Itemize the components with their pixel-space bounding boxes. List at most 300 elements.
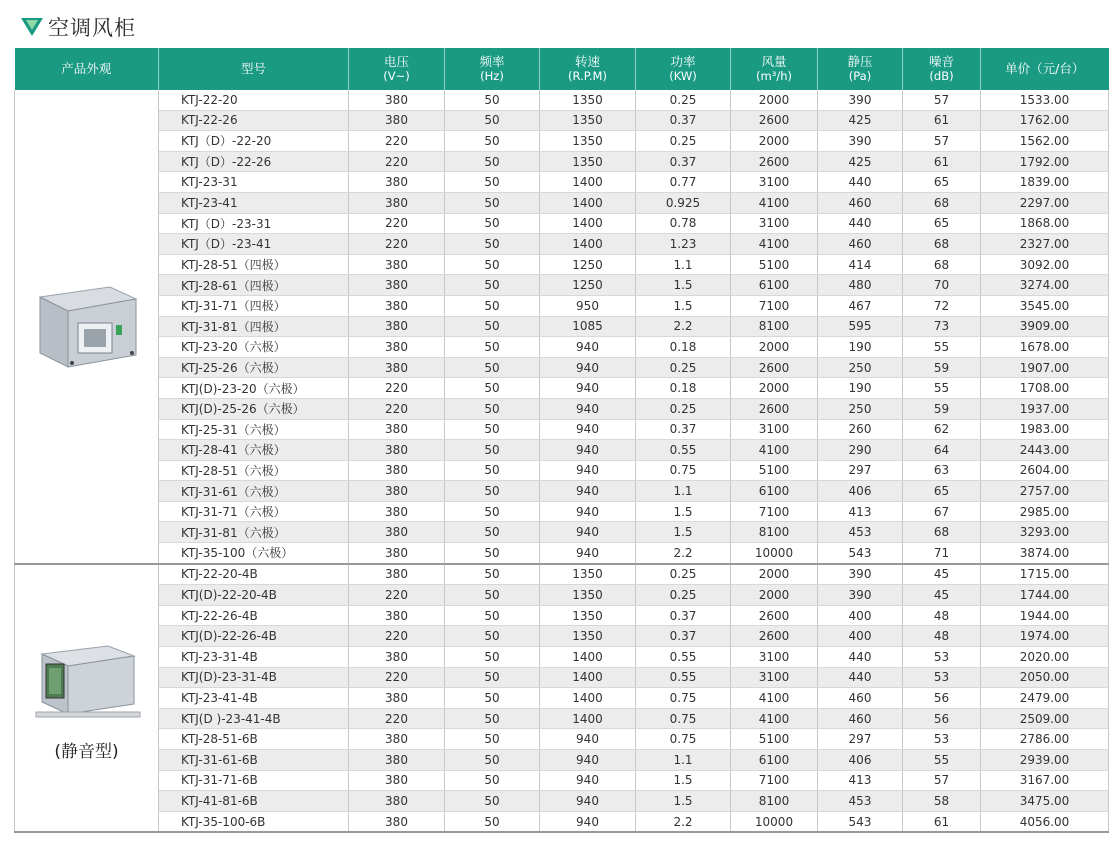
cell-unit-price: 1839.00 (981, 172, 1109, 193)
cell-unit-price: 2786.00 (981, 729, 1109, 750)
cell-unit-price: 1974.00 (981, 626, 1109, 647)
cell-model: KTJ-23-31-4B (159, 647, 349, 668)
cell-airflow: 7100 (731, 770, 818, 791)
cell-noise: 48 (903, 605, 981, 626)
cell-model: KTJ-28-51（四极） (159, 254, 349, 275)
cell-voltage: 220 (349, 585, 445, 606)
cell-frequency: 50 (445, 647, 540, 668)
cell-airflow: 2000 (731, 378, 818, 399)
cell-speed: 950 (540, 295, 636, 316)
cell-voltage: 380 (349, 90, 445, 110)
cell-unit-price: 3293.00 (981, 522, 1109, 543)
cell-power: 0.25 (636, 398, 731, 419)
cell-static-pressure: 460 (818, 708, 903, 729)
cell-noise: 56 (903, 688, 981, 709)
cell-speed: 940 (540, 440, 636, 461)
cell-frequency: 50 (445, 501, 540, 522)
cell-speed: 940 (540, 522, 636, 543)
cell-unit-price: 1792.00 (981, 151, 1109, 172)
cell-frequency: 50 (445, 811, 540, 832)
cell-noise: 72 (903, 295, 981, 316)
cell-power: 0.37 (636, 605, 731, 626)
cell-frequency: 50 (445, 172, 540, 193)
cell-power: 0.55 (636, 647, 731, 668)
cell-noise: 59 (903, 398, 981, 419)
cell-voltage: 380 (349, 501, 445, 522)
table-row (15, 316, 1109, 337)
cell-voltage: 220 (349, 398, 445, 419)
table-row (15, 647, 1109, 668)
cell-power: 1.1 (636, 481, 731, 502)
cell-power: 1.23 (636, 234, 731, 255)
cell-airflow: 6100 (731, 750, 818, 771)
cell-airflow: 2000 (731, 131, 818, 152)
table-row (15, 337, 1109, 358)
header-speed: 转速 (R.P.M) (540, 48, 636, 90)
cell-unit-price: 2604.00 (981, 460, 1109, 481)
product-image-cell (15, 564, 159, 833)
cell-airflow: 8100 (731, 316, 818, 337)
cell-noise: 68 (903, 192, 981, 213)
cell-voltage: 380 (349, 337, 445, 358)
cell-frequency: 50 (445, 110, 540, 131)
header-voltage: 电压 (V~) (349, 48, 445, 90)
cell-airflow: 2600 (731, 151, 818, 172)
cell-model: KTJ-28-61（四极） (159, 275, 349, 296)
cell-static-pressure: 453 (818, 791, 903, 812)
cell-unit-price: 2985.00 (981, 501, 1109, 522)
cell-frequency: 50 (445, 460, 540, 481)
cell-voltage: 380 (349, 481, 445, 502)
cell-unit-price: 1907.00 (981, 357, 1109, 378)
cell-static-pressure: 297 (818, 729, 903, 750)
cell-frequency: 50 (445, 213, 540, 234)
cell-power: 0.37 (636, 110, 731, 131)
table-row (15, 172, 1109, 193)
cell-power: 0.55 (636, 667, 731, 688)
table-row (15, 151, 1109, 172)
cell-airflow: 10000 (731, 543, 818, 564)
cell-voltage: 380 (349, 522, 445, 543)
cell-airflow: 2000 (731, 564, 818, 585)
cell-power: 0.25 (636, 90, 731, 110)
cell-voltage: 380 (349, 419, 445, 440)
cell-voltage: 380 (349, 275, 445, 296)
cell-frequency: 50 (445, 357, 540, 378)
cell-speed: 1400 (540, 667, 636, 688)
cell-speed: 1350 (540, 585, 636, 606)
cell-speed: 940 (540, 770, 636, 791)
cell-speed: 940 (540, 501, 636, 522)
cell-power: 1.5 (636, 295, 731, 316)
cell-power: 0.37 (636, 151, 731, 172)
cell-frequency: 50 (445, 234, 540, 255)
cell-speed: 940 (540, 460, 636, 481)
cell-airflow: 4100 (731, 234, 818, 255)
cell-airflow: 4100 (731, 708, 818, 729)
cell-airflow: 6100 (731, 481, 818, 502)
cell-power: 0.925 (636, 192, 731, 213)
cell-model: KTJ-28-51（六极） (159, 460, 349, 481)
cell-unit-price: 2327.00 (981, 234, 1109, 255)
cell-airflow: 4100 (731, 440, 818, 461)
cell-unit-price: 3475.00 (981, 791, 1109, 812)
cell-unit-price: 2050.00 (981, 667, 1109, 688)
cell-model: KTJ-28-41（六极） (159, 440, 349, 461)
cell-model: KTJ-31-61-6B (159, 750, 349, 771)
cell-unit-price: 3274.00 (981, 275, 1109, 296)
cell-unit-price: 2443.00 (981, 440, 1109, 461)
cell-frequency: 50 (445, 564, 540, 585)
cell-airflow: 8100 (731, 791, 818, 812)
cell-speed: 1085 (540, 316, 636, 337)
cell-noise: 65 (903, 172, 981, 193)
cell-model: KTJ-35-100（六极） (159, 543, 349, 564)
cell-speed: 1400 (540, 688, 636, 709)
table-row (15, 729, 1109, 750)
cell-voltage: 380 (349, 811, 445, 832)
cell-airflow: 3100 (731, 647, 818, 668)
cell-frequency: 50 (445, 151, 540, 172)
cell-airflow: 5100 (731, 460, 818, 481)
cell-speed: 1400 (540, 708, 636, 729)
cell-power: 2.2 (636, 543, 731, 564)
cell-power: 0.37 (636, 626, 731, 647)
header-noise: 噪音 (dB) (903, 48, 981, 90)
cell-static-pressure: 460 (818, 234, 903, 255)
cell-power: 1.5 (636, 501, 731, 522)
cell-model: KTJ-23-41 (159, 192, 349, 213)
table-row (15, 234, 1109, 255)
table-header-row (15, 48, 1109, 90)
cell-noise: 70 (903, 275, 981, 296)
table-row (15, 750, 1109, 771)
cell-unit-price: 3545.00 (981, 295, 1109, 316)
cell-noise: 68 (903, 522, 981, 543)
cell-voltage: 380 (349, 770, 445, 791)
cell-static-pressure: 250 (818, 398, 903, 419)
cell-power: 0.77 (636, 172, 731, 193)
cell-static-pressure: 440 (818, 172, 903, 193)
cell-frequency: 50 (445, 481, 540, 502)
cell-static-pressure: 260 (818, 419, 903, 440)
cell-noise: 68 (903, 234, 981, 255)
cell-voltage: 380 (349, 543, 445, 564)
cell-model: KTJ-41-81-6B (159, 791, 349, 812)
cell-voltage: 380 (349, 357, 445, 378)
cell-noise: 57 (903, 770, 981, 791)
cell-voltage: 380 (349, 295, 445, 316)
cell-airflow: 3100 (731, 419, 818, 440)
cell-speed: 940 (540, 750, 636, 771)
cell-speed: 1350 (540, 626, 636, 647)
cell-static-pressure: 414 (818, 254, 903, 275)
cell-noise: 65 (903, 481, 981, 502)
product-image-cell (15, 90, 159, 564)
cell-airflow: 10000 (731, 811, 818, 832)
cell-power: 0.75 (636, 688, 731, 709)
cell-static-pressure: 390 (818, 564, 903, 585)
cell-speed: 1250 (540, 275, 636, 296)
cell-unit-price: 1744.00 (981, 585, 1109, 606)
cell-voltage: 380 (349, 172, 445, 193)
cell-noise: 62 (903, 419, 981, 440)
table-row (15, 605, 1109, 626)
cell-model: KTJ（D）-23-31 (159, 213, 349, 234)
cell-airflow: 3100 (731, 213, 818, 234)
table-row (15, 501, 1109, 522)
cell-static-pressure: 467 (818, 295, 903, 316)
cell-model: KTJ(D )-23-41-4B (159, 708, 349, 729)
cell-unit-price: 2297.00 (981, 192, 1109, 213)
cell-unit-price: 4056.00 (981, 811, 1109, 832)
cell-power: 0.75 (636, 708, 731, 729)
silent-air-cabinet-photo (32, 634, 142, 727)
cell-voltage: 380 (349, 791, 445, 812)
cell-frequency: 50 (445, 295, 540, 316)
cell-noise: 56 (903, 708, 981, 729)
table-row (15, 626, 1109, 647)
cell-model: KTJ（D）-22-26 (159, 151, 349, 172)
table-row (15, 460, 1109, 481)
cell-speed: 940 (540, 337, 636, 358)
cell-frequency: 50 (445, 750, 540, 771)
cell-static-pressure: 390 (818, 90, 903, 110)
cell-airflow: 5100 (731, 729, 818, 750)
cell-static-pressure: 297 (818, 460, 903, 481)
table-row (15, 110, 1109, 131)
table-row (15, 275, 1109, 296)
cell-frequency: 50 (445, 626, 540, 647)
cell-unit-price: 3874.00 (981, 543, 1109, 564)
cell-airflow: 4100 (731, 192, 818, 213)
cell-voltage: 220 (349, 667, 445, 688)
table-row (15, 564, 1109, 585)
cell-voltage: 380 (349, 110, 445, 131)
cell-power: 2.2 (636, 811, 731, 832)
cell-airflow: 5100 (731, 254, 818, 275)
cell-speed: 940 (540, 543, 636, 564)
cell-frequency: 50 (445, 667, 540, 688)
cell-model: KTJ-23-31 (159, 172, 349, 193)
cell-voltage: 380 (349, 254, 445, 275)
cell-static-pressure: 543 (818, 811, 903, 832)
cell-noise: 53 (903, 667, 981, 688)
cell-static-pressure: 440 (818, 213, 903, 234)
cell-noise: 68 (903, 254, 981, 275)
cell-noise: 53 (903, 729, 981, 750)
table-row (15, 688, 1109, 709)
cell-power: 1.5 (636, 275, 731, 296)
cell-noise: 57 (903, 90, 981, 110)
cell-model: KTJ-35-100-6B (159, 811, 349, 832)
cell-noise: 48 (903, 626, 981, 647)
table-row (15, 378, 1109, 399)
header-model: 型号 (159, 48, 349, 90)
cell-voltage: 220 (349, 708, 445, 729)
cell-frequency: 50 (445, 192, 540, 213)
cell-voltage: 380 (349, 729, 445, 750)
cell-power: 0.18 (636, 378, 731, 399)
cell-speed: 940 (540, 357, 636, 378)
cell-unit-price: 1868.00 (981, 213, 1109, 234)
cell-noise: 45 (903, 564, 981, 585)
cell-noise: 71 (903, 543, 981, 564)
table-row (15, 295, 1109, 316)
cell-frequency: 50 (445, 729, 540, 750)
cell-static-pressure: 190 (818, 378, 903, 399)
cell-unit-price: 2939.00 (981, 750, 1109, 771)
cell-voltage: 380 (349, 688, 445, 709)
table-row (15, 90, 1109, 110)
cell-speed: 940 (540, 378, 636, 399)
cell-airflow: 2000 (731, 585, 818, 606)
cell-frequency: 50 (445, 337, 540, 358)
cell-noise: 55 (903, 337, 981, 358)
cell-model: KTJ-31-81（六极） (159, 522, 349, 543)
cell-voltage: 220 (349, 213, 445, 234)
cell-noise: 59 (903, 357, 981, 378)
cell-model: KTJ-22-20-4B (159, 564, 349, 585)
cell-unit-price: 1944.00 (981, 605, 1109, 626)
cell-speed: 1350 (540, 151, 636, 172)
cell-speed: 1250 (540, 254, 636, 275)
table-row (15, 398, 1109, 419)
cell-power: 1.5 (636, 791, 731, 812)
table-row (15, 770, 1109, 791)
cell-power: 1.1 (636, 750, 731, 771)
cell-noise: 53 (903, 647, 981, 668)
cell-noise: 58 (903, 791, 981, 812)
cell-airflow: 7100 (731, 295, 818, 316)
cell-airflow: 3100 (731, 667, 818, 688)
cell-frequency: 50 (445, 275, 540, 296)
cell-voltage: 220 (349, 234, 445, 255)
cell-power: 0.75 (636, 460, 731, 481)
cell-model: KTJ-28-51-6B (159, 729, 349, 750)
cell-static-pressure: 595 (818, 316, 903, 337)
table-row (15, 667, 1109, 688)
cell-airflow: 2600 (731, 626, 818, 647)
cell-speed: 940 (540, 811, 636, 832)
cell-airflow: 2600 (731, 398, 818, 419)
table-row (15, 585, 1109, 606)
cell-speed: 940 (540, 481, 636, 502)
cell-static-pressure: 460 (818, 192, 903, 213)
cell-static-pressure: 413 (818, 770, 903, 791)
cell-model: KTJ-25-31（六极） (159, 419, 349, 440)
cell-frequency: 50 (445, 419, 540, 440)
cell-static-pressure: 480 (818, 275, 903, 296)
header-static-pressure: 静压 (Pa) (818, 48, 903, 90)
cell-unit-price: 1937.00 (981, 398, 1109, 419)
cell-static-pressure: 400 (818, 605, 903, 626)
cell-noise: 45 (903, 585, 981, 606)
cell-noise: 67 (903, 501, 981, 522)
cell-voltage: 380 (349, 316, 445, 337)
cell-speed: 940 (540, 729, 636, 750)
cell-unit-price: 1533.00 (981, 90, 1109, 110)
cell-speed: 1350 (540, 110, 636, 131)
cell-speed: 940 (540, 398, 636, 419)
cell-speed: 1350 (540, 605, 636, 626)
cell-noise: 65 (903, 213, 981, 234)
cell-power: 0.37 (636, 419, 731, 440)
cell-voltage: 380 (349, 605, 445, 626)
cell-voltage: 220 (349, 378, 445, 399)
page-title-bar (20, 10, 136, 44)
cell-airflow: 2600 (731, 605, 818, 626)
cell-static-pressure: 406 (818, 750, 903, 771)
cell-voltage: 380 (349, 460, 445, 481)
cell-unit-price: 3167.00 (981, 770, 1109, 791)
cell-airflow: 8100 (731, 522, 818, 543)
cell-unit-price: 1562.00 (981, 131, 1109, 152)
cell-speed: 1350 (540, 90, 636, 110)
table-row (15, 192, 1109, 213)
cell-voltage: 380 (349, 440, 445, 461)
cell-model: KTJ-22-20 (159, 90, 349, 110)
cell-model: KTJ(D)-22-20-4B (159, 585, 349, 606)
cell-unit-price: 1762.00 (981, 110, 1109, 131)
cell-unit-price: 1983.00 (981, 419, 1109, 440)
cell-frequency: 50 (445, 316, 540, 337)
triangle-down-icon (20, 16, 44, 38)
cell-speed: 1400 (540, 192, 636, 213)
cell-model: KTJ-22-26 (159, 110, 349, 131)
table-row (15, 357, 1109, 378)
standard-air-cabinet-photo (32, 275, 142, 378)
table-row (15, 543, 1109, 564)
cell-static-pressure: 425 (818, 110, 903, 131)
cell-power: 0.78 (636, 213, 731, 234)
cell-model: KTJ-31-61（六极） (159, 481, 349, 502)
cell-airflow: 2000 (731, 90, 818, 110)
cell-unit-price: 2757.00 (981, 481, 1109, 502)
cell-model: KTJ-31-81（四极） (159, 316, 349, 337)
cell-speed: 1350 (540, 564, 636, 585)
cell-power: 0.18 (636, 337, 731, 358)
header-airflow: 风量 (m³/h) (731, 48, 818, 90)
cell-model: KTJ-31-71（四极） (159, 295, 349, 316)
cell-model: KTJ（D）-23-41 (159, 234, 349, 255)
cell-frequency: 50 (445, 770, 540, 791)
cell-frequency: 50 (445, 522, 540, 543)
header-frequency: 频率 (Hz) (445, 48, 540, 90)
cell-model: KTJ(D)-23-31-4B (159, 667, 349, 688)
cell-power: 0.25 (636, 131, 731, 152)
cell-noise: 61 (903, 110, 981, 131)
cell-frequency: 50 (445, 605, 540, 626)
cell-frequency: 50 (445, 131, 540, 152)
cell-power: 0.75 (636, 729, 731, 750)
cell-power: 0.25 (636, 564, 731, 585)
cell-static-pressure: 460 (818, 688, 903, 709)
cell-power: 1.5 (636, 770, 731, 791)
cell-frequency: 50 (445, 688, 540, 709)
cell-noise: 73 (903, 316, 981, 337)
cell-model: KTJ-23-41-4B (159, 688, 349, 709)
cell-speed: 1350 (540, 131, 636, 152)
cell-static-pressure: 543 (818, 543, 903, 564)
cell-model: KTJ-23-20（六极） (159, 337, 349, 358)
table-row (15, 522, 1109, 543)
table-row (15, 811, 1109, 832)
cell-power: 0.25 (636, 357, 731, 378)
cell-power: 1.5 (636, 522, 731, 543)
cell-static-pressure: 400 (818, 626, 903, 647)
cell-airflow: 2600 (731, 110, 818, 131)
